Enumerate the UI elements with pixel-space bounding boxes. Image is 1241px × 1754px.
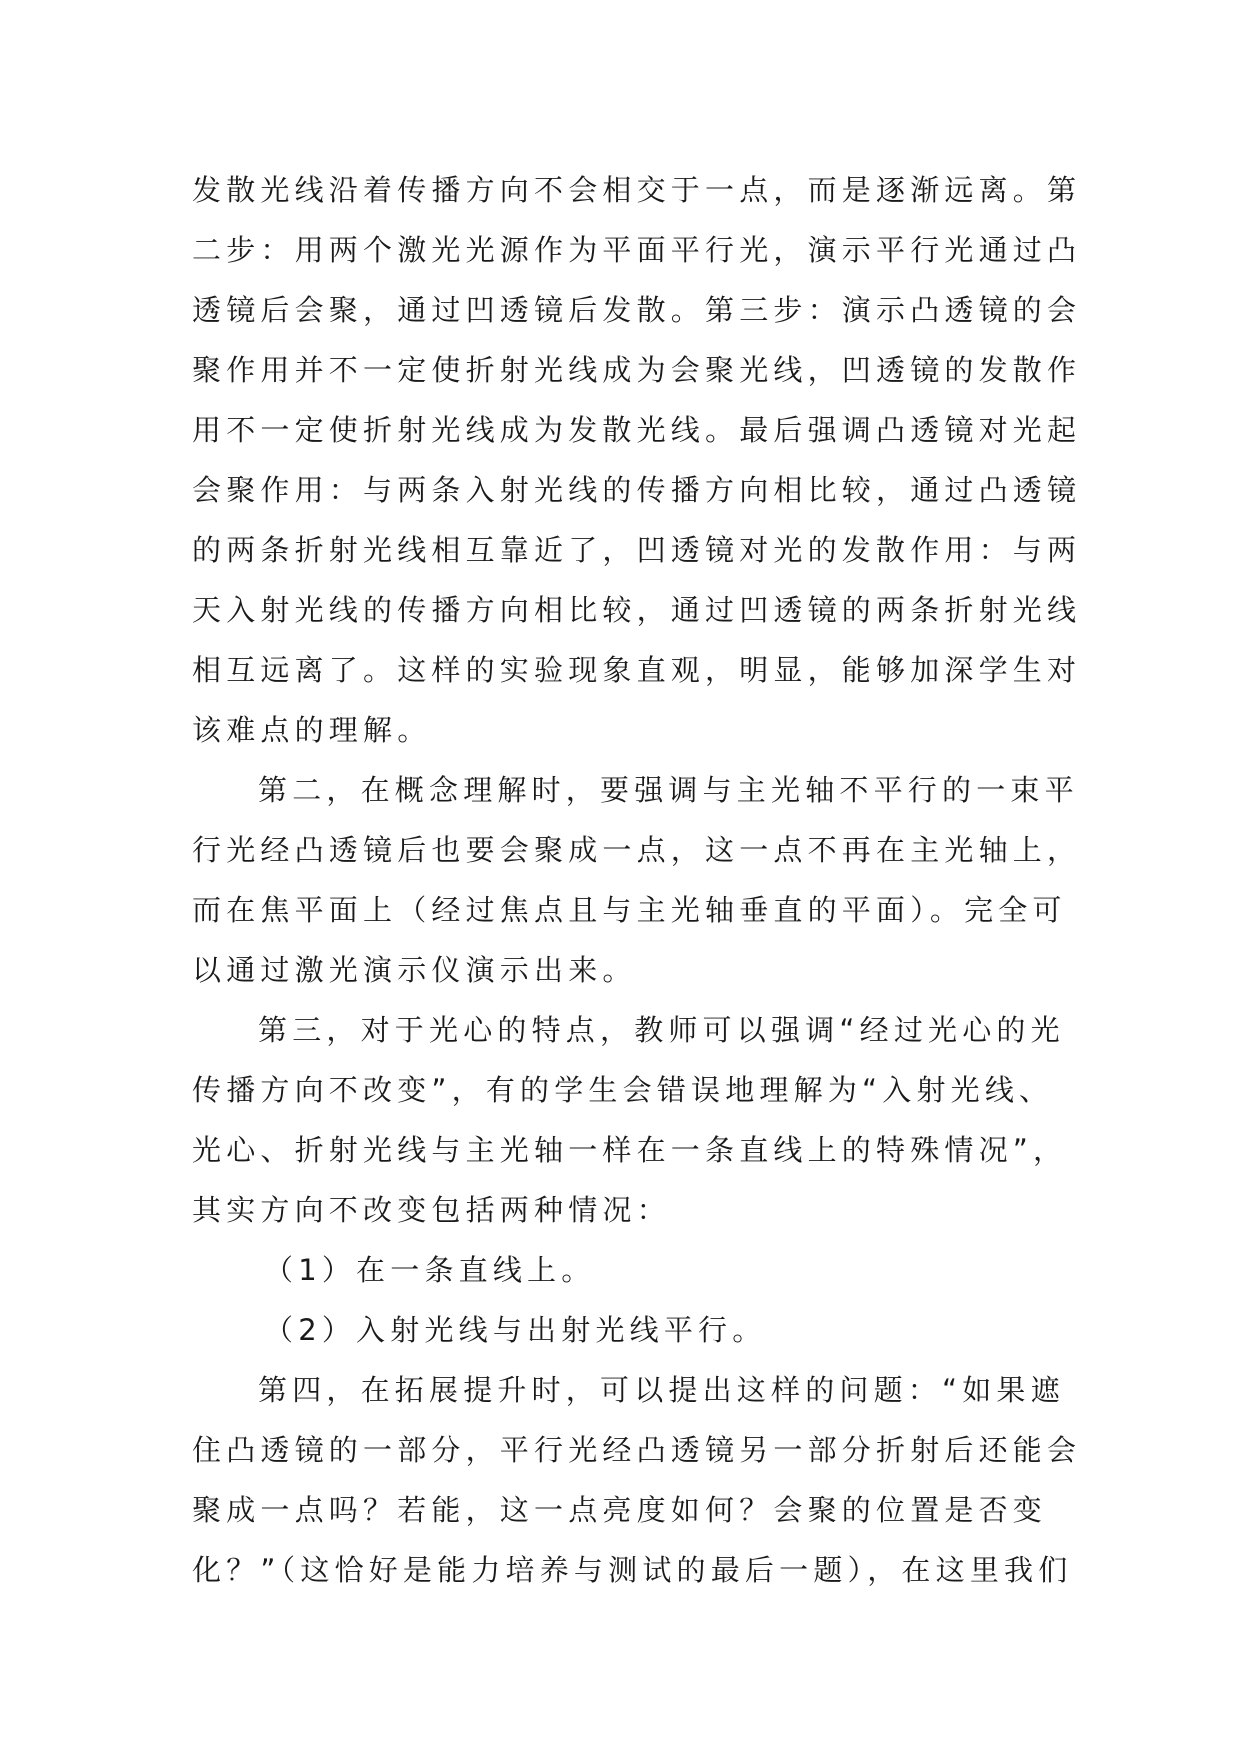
text-line: 二步：用两个激光光源作为平面平行光，演示平行光通过凸 — [192, 233, 1082, 267]
text-line: 传播方向不改变”，有的学生会错误地理解为“入射光线、 — [192, 1073, 1054, 1107]
text-line: 以通过激光演示仪演示出来。 — [192, 953, 637, 987]
text-line: 该难点的理解。 — [192, 713, 432, 747]
text-line: 用不一定使折射光线成为发散光线。最后强调凸透镜对光起 — [192, 413, 1082, 447]
text-line: 化？”（这恰好是能力培养与测试的最后一题），在这里我们 — [192, 1553, 1073, 1587]
text-line: 透镜后会聚，通过凹透镜后发散。第三步：演示凸透镜的会 — [192, 293, 1082, 327]
text-line: 行光经凸透镜后也要会聚成一点，这一点不再在主光轴上， — [192, 833, 1082, 867]
paragraph-start-line: 第二，在概念理解时，要强调与主光轴不平行的一束平 — [258, 773, 1079, 807]
list-item: （1）在一条直线上。 — [264, 1253, 596, 1287]
text-line: 光心、折射光线与主光轴一样在一条直线上的特殊情况”， — [192, 1133, 1068, 1167]
text-line: 的两条折射光线相互靠近了，凹透镜对光的发散作用：与两 — [192, 533, 1082, 567]
text-line: 天入射光线的传播方向相比较，通过凹透镜的两条折射光线 — [192, 593, 1082, 627]
text-line: 相互远离了。这样的实验现象直观，明显，能够加深学生对 — [192, 653, 1082, 687]
paragraph-start-line: 第四，在拓展提升时，可以提出这样的问题：“如果遮 — [258, 1373, 1065, 1407]
paragraph-start-line: 第三，对于光心的特点，教师可以强调“经过光心的光 — [258, 1013, 1065, 1047]
body-text — [192, 160, 1082, 1600]
text-line: 其实方向不改变包括两种情况： — [192, 1193, 671, 1227]
text-line: 聚作用并不一定使折射光线成为会聚光线，凹透镜的发散作 — [192, 353, 1082, 387]
text-line: 发散光线沿着传播方向不会相交于一点，而是逐渐远离。第 — [192, 173, 1082, 207]
text-line: 住凸透镜的一部分，平行光经凸透镜另一部分折射后还能会 — [192, 1433, 1082, 1467]
list-item: （2）入射光线与出射光线平行。 — [264, 1313, 767, 1347]
text-line: 而在焦平面上（经过焦点且与主光轴垂直的平面）。完全可 — [192, 893, 1067, 927]
text-line: 会聚作用：与两条入射光线的传播方向相比较，通过凸透镜 — [192, 473, 1082, 507]
text-line: 聚成一点吗？若能，这一点亮度如何？会聚的位置是否变 — [192, 1493, 1048, 1527]
